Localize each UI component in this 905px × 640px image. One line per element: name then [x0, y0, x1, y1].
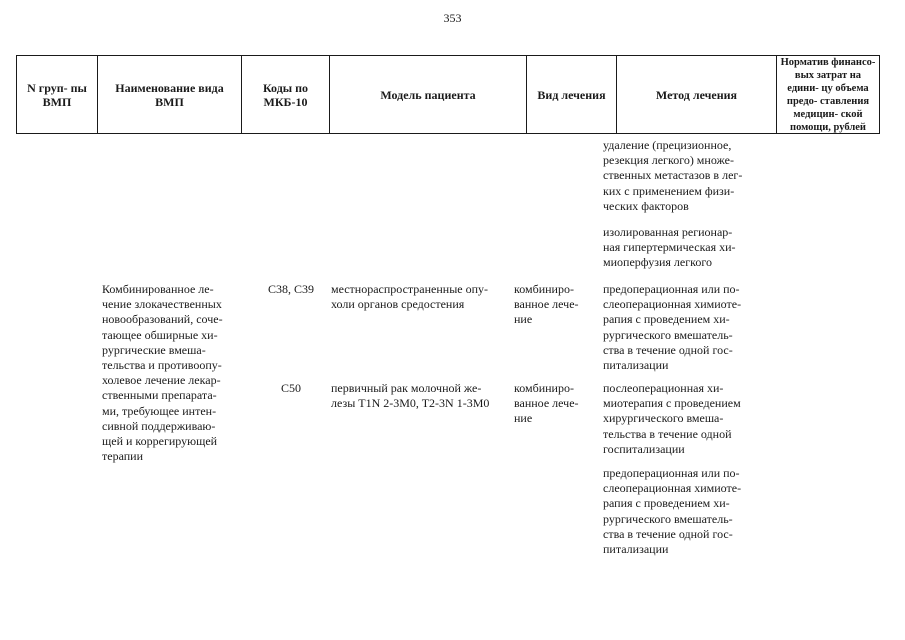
- treatment-type-cell: комбиниро- ванное лече- ние: [514, 381, 579, 426]
- header-icd-codes: Коды по МКБ-10: [241, 56, 329, 133]
- header-cost-standard: Норматив финансо- вых затрат на едини- цу объема предо- ставления медицин- ской помощи, рублей: [776, 56, 879, 133]
- header-patient-model: Модель пациента: [329, 56, 526, 133]
- method-cell: изолированная регионар- ная гипертермическая хи- миоперфузия легкого: [603, 225, 736, 270]
- patient-model-cell: местнораспространенные опу- холи органов средостения: [331, 282, 489, 312]
- method-cell: предоперационная или по- слеоперационная химиоте- рапия с проведением хи- рургического вмешатель- ства в течение одной гос- питализации: [603, 282, 742, 373]
- icd-code-cell: C38, C39: [267, 282, 314, 296]
- table-header: [16, 55, 880, 134]
- header-group-number: N груп- пы ВМП: [27, 80, 87, 109]
- patient-model-cell: первичный рак молочной же- лезы T1N 2-3M0, T2-3N 1-3M0: [331, 381, 490, 411]
- method-cell: удаление (прецизионное, резекция легкого) множе- ственных метастазов в лег- ких с применением физи- ческих факторов: [603, 138, 743, 213]
- method-cell: предоперационная или по- слеоперационная химиоте- рапия с проведением хи- рургического вмешатель- ства в течение одной гос- питализации: [603, 466, 742, 557]
- header-treatment-type: Вид лечения: [526, 56, 616, 133]
- method-cell: послеоперационная хи- миотерапия с проведением хирургического вмеша- тельства в течение одной госпитализации: [603, 381, 741, 456]
- header-vmp-name: Наименование вида ВМП: [97, 56, 241, 133]
- header-treatment-method: Метод лечения: [616, 56, 776, 133]
- treatment-type-cell: комбиниро- ванное лече- ние: [514, 282, 579, 327]
- icd-code-cell: C50: [280, 381, 301, 395]
- page-number: 353: [443, 11, 462, 25]
- vmp-name-cell: Комбинированное ле- чение злокачественных новообразований, соче- тающее обширные хи- рургические вмеша- тельства и противоопу- холевое лечение лекар- ственными препарата- ми, требующее интен- сивной поддерживаю- щей и коррегирующей терапии: [102, 282, 223, 464]
